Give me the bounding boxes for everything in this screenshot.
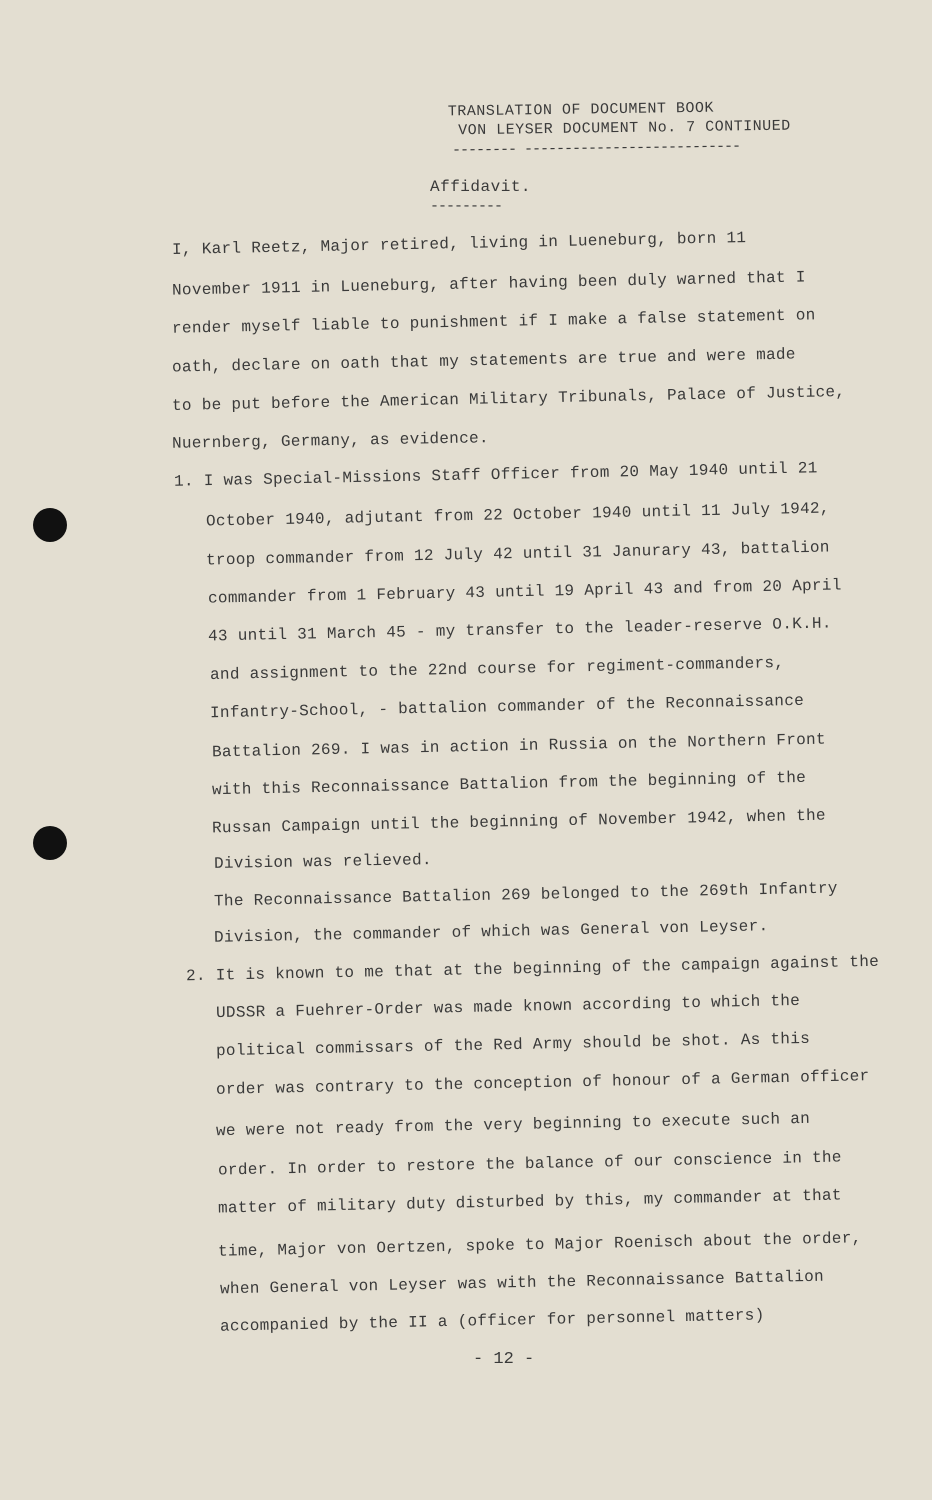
document-header	[448, 98, 791, 141]
text-line: commander from 1 February 43 until 19 April 43 and from 20 April	[207, 576, 842, 608]
text-line: accompanied by the II a (officer for personnel matters)	[219, 1306, 765, 1336]
text-line: Division was relieved.	[213, 851, 432, 873]
text-line: November 1911 in Lueneburg, after having been duly warned that I	[171, 268, 806, 300]
text-line: The Reconnaissance Battalion 269 belonged to the 269th Infantry	[213, 879, 838, 911]
text-line: to be put before the American Military Tribunals, Palace of Justice,	[171, 382, 846, 416]
text-line: matter of military duty disturbed by this, my commander at that	[217, 1186, 842, 1218]
header-rule: -------- ---------------------------	[451, 137, 741, 160]
text-line: and assignment to the 22nd course for regiment-commanders,	[209, 653, 785, 685]
header-line-1: TRANSLATION OF DOCUMENT BOOK	[447, 99, 715, 121]
text-line: Battalion 269. I was in action in Russia on the Northern Front	[211, 730, 827, 762]
text-line: UDSSR a Fuehrer-Order was made known according to which the	[215, 991, 801, 1023]
text-line: troop commander from 12 July 42 until 31 Janurary 43, battalion	[205, 538, 830, 570]
text-line: render myself liable to punishment if I make a false statement on	[171, 306, 816, 338]
text-line: 1. I was Special-Missions Staff Officer from 20 May 1940 until 21	[173, 459, 818, 491]
page-title: Affidavit.	[430, 178, 532, 196]
text-line: October 1940, adjutant from 22 October 1940 until 11 July 1942,	[205, 499, 830, 531]
page-number: - 12 -	[473, 1350, 535, 1369]
text-line: 2. It is known to me that at the beginning of the campaign against the	[185, 952, 880, 986]
text-line: order was contrary to the conception of honour of a German officer	[215, 1067, 870, 1099]
text-line: when General von Leyser was with the Reconnaissance Battalion	[219, 1267, 825, 1299]
text-line: Division, the commander of which was General von Leyser.	[213, 917, 769, 947]
punch-hole-lower	[33, 826, 67, 860]
text-line: political commissars of the Red Army should be shot. As this	[215, 1029, 811, 1061]
text-line: we were not ready from the very beginning to execute such an	[215, 1109, 811, 1141]
title-rule: ---------	[430, 198, 503, 215]
text-line: I, Karl Reetz, Major retired, living in Lueneburg, born 11	[171, 228, 747, 260]
text-line: Infantry-School, - battalion commander of the Reconnaissance	[209, 691, 805, 723]
punch-hole-upper	[33, 508, 67, 542]
text-line: 43 until 31 March 45 - my transfer to the leader-reserve O.K.H.	[207, 614, 832, 646]
text-line: order. In order to restore the balance of our conscience in the	[217, 1148, 842, 1180]
text-line: with this Reconnaissance Battalion from the beginning of the	[211, 768, 807, 800]
text-line: time, Major von Oertzen, spoke to Major Roenisch about the order,	[217, 1229, 862, 1261]
text-line: Russan Campaign until the beginning of November 1942, when the	[211, 806, 827, 838]
header-line-2: VON LEYSER DOCUMENT No. 7 CONTINUED	[458, 117, 791, 140]
text-line: oath, declare on oath that my statements are true and were made	[171, 345, 796, 377]
text-line: Nuernberg, Germany, as evidence.	[171, 429, 489, 453]
